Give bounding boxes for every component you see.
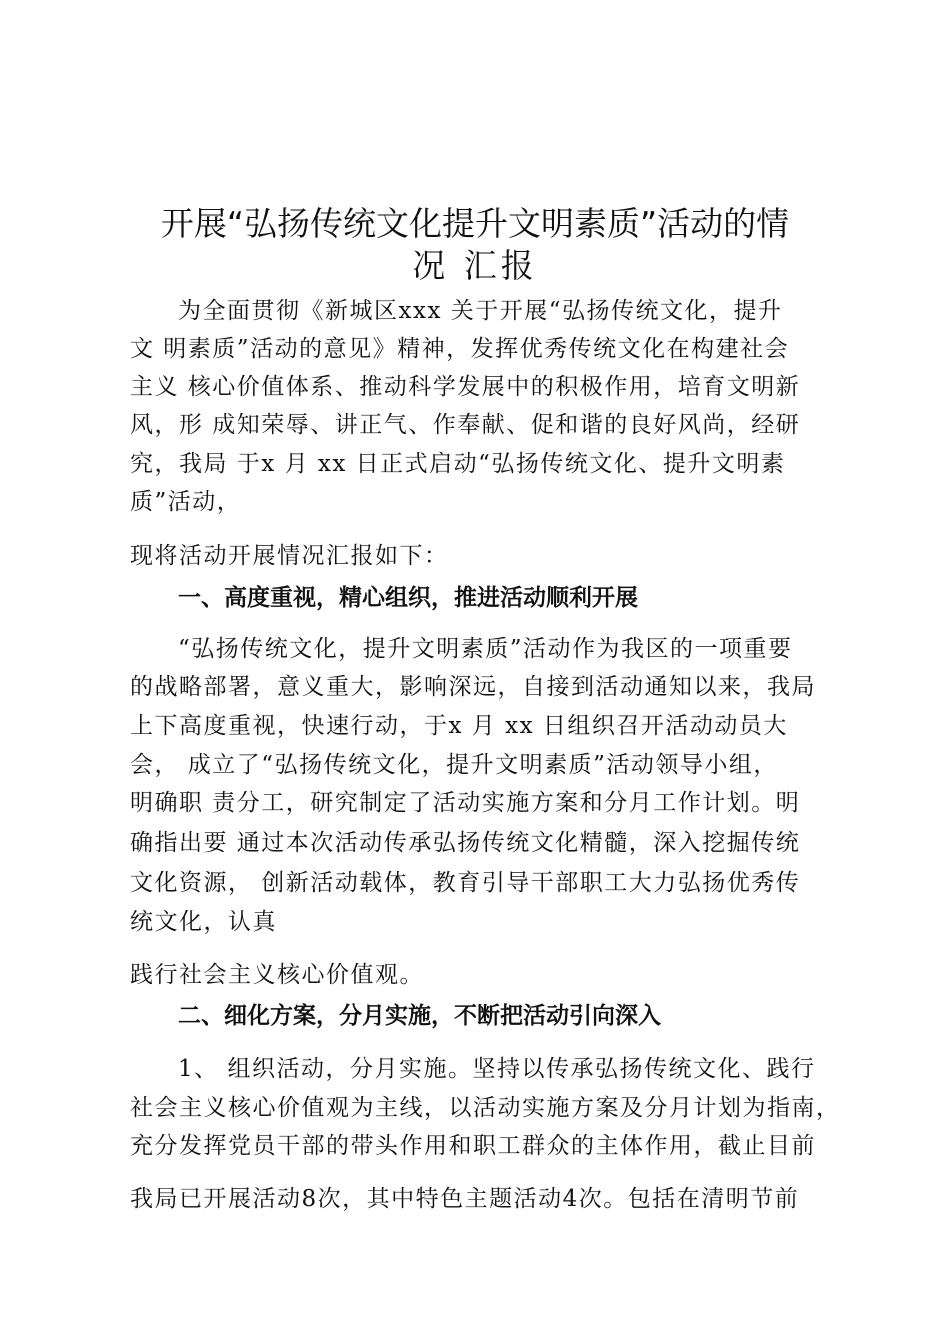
section-1-line-1: “弘扬传统文化，提升文明素质”活动作为我区的一项重要 bbox=[178, 636, 793, 662]
section-1-line-4: 会， 成立了“弘扬传统文化，提升文明素质”活动领导小组， bbox=[130, 752, 778, 778]
section-2-line-3: 充分发挥党员干部的带头作用和职工群众的主体作用，截止目前 bbox=[130, 1133, 816, 1159]
section-1-heading: 一、高度重视，精心组织，推进活动顺利开展 bbox=[178, 585, 638, 611]
section-1-line-6: 确指出要 通过本次活动传承弘扬传统文化精髓，深入挖掘传统 bbox=[130, 830, 801, 856]
document-title-line-1: 开展“弘扬传统文化提升文明素质”活动的情 bbox=[160, 204, 790, 243]
document-title-line-2: 况 汇报 bbox=[412, 246, 538, 285]
section-1-line-8: 统文化，认真 bbox=[130, 909, 277, 935]
section-2-heading: 二、细化方案，分月实施，不断把活动引向深入 bbox=[178, 1003, 661, 1029]
section-2-line-2: 社会主义核心价值观为主线，以活动实施方案及分月计划为指南， bbox=[130, 1095, 841, 1121]
intro-line-5: 究，我局 于x 月 xx 日正式启动“弘扬传统文化、提升文明素 bbox=[130, 451, 786, 477]
section-2-line-1: 1、 组织活动，分月实施。坚持以传承弘扬传统文化、践行 bbox=[178, 1056, 816, 1082]
intro-line-2: 文 明素质”活动的意见》精神，发挥优秀传统文化在构建社会 bbox=[130, 336, 790, 362]
section-1-line-7: 文化资源， 创新活动载体，教育引导干部职工大力弘扬优秀传 bbox=[130, 870, 801, 896]
report-intro-line: 现将活动开展情况汇报如下： bbox=[130, 543, 449, 569]
intro-line-1: 为全面贯彻《新城区xxx 关于开展“弘扬传统文化，提升 bbox=[178, 298, 783, 324]
intro-line-3: 主义 核心价值体系、推动科学发展中的积极作用，培育文明新 bbox=[130, 374, 801, 400]
section-1-line-5: 明确职 责分工，研究制定了活动实施方案和分月工作计划。明 bbox=[130, 790, 801, 816]
intro-line-6: 质”活动， bbox=[130, 489, 242, 515]
section-1-line-3: 上下高度重视，快速行动，于x 月 xx 日组织召开活动动员大 bbox=[130, 713, 788, 739]
section-2-line-4: 我局已开展活动8次，其中特色主题活动4次。包括在清明节前 bbox=[130, 1186, 800, 1212]
intro-line-4: 风，形 成知荣辱、讲正气、作奉献、促和谐的良好风尚，经研 bbox=[130, 412, 801, 438]
section-1-line-2: 的战略部署，意义重大，影响深远，自接到活动通知以来，我局 bbox=[130, 674, 816, 700]
section-1-tail-line: 践行社会主义核心价值观。 bbox=[130, 962, 424, 988]
